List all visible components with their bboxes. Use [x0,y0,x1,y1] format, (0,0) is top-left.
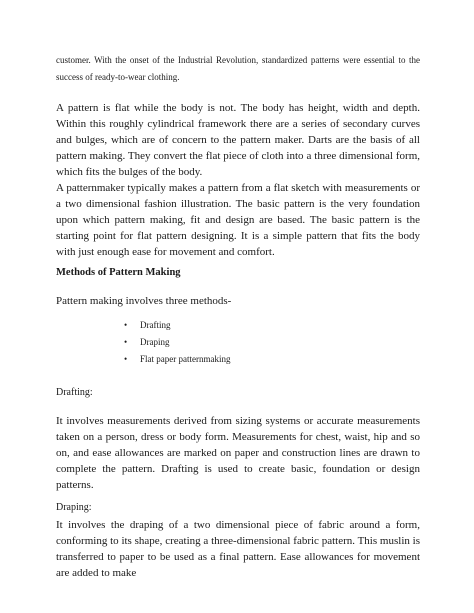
bullet-icon: • [124,354,128,364]
drafting-paragraph: It involves measurements derived from sizing systems or accurate measurements taken on a person, dress or body form. Measurements for chest, waist, hip and so on, and ease allowances are marked on paper and construction lines are drawn to complete the pattern. Drafting is used to create basic, foundation or design patterns. [56,415,420,491]
list-item [124,317,230,334]
list-item [124,334,230,351]
method-label: Draping [140,337,170,347]
methods-list [124,317,230,368]
flat-pattern-paragraph: A pattern is flat while the body is not. The body has height, width and depth. Within this roughly cylindrical framework there are a series of secondary curves and bulges, which are of concern to the pattern maker. Darts are the basis of all pattern making. They convert the flat piece of cloth into a three dimensional form, which fits the bulges of the body. [56,102,420,178]
bullet-icon: • [124,337,128,347]
intro-paragraph: customer. With the onset of the Industrial Revolution, standardized patterns were essential to the success of ready-to-wear clothing. [56,55,420,82]
draping-heading: Draping: [56,502,92,513]
draping-paragraph: It involves the draping of a two dimensional piece of fabric around a form, conforming to its shape, creating a three-dimensional fabric pattern. This muslin is transferred to paper to be used as a final pattern. Ease allowances for movement are added to make [56,519,420,579]
list-item [124,351,230,368]
patternmaker-paragraph: A patternmaker typically makes a pattern from a flat sketch with measurements or a two dimensional fashion illustration. The basic pattern is the very foundation upon which pattern making, fit and design are based. The basic pattern is the starting point for flat pattern designing. It is a simple pattern that fits the body with just enough ease for movement and comfort. [56,182,420,258]
methods-heading: Methods of Pattern Making [56,267,181,278]
method-label: Flat paper patternmaking [140,354,231,364]
bullet-icon: • [124,320,128,330]
drafting-heading: Drafting: [56,387,93,398]
method-label: Drafting [140,320,171,330]
methods-intro: Pattern making involves three methods- [56,295,232,307]
